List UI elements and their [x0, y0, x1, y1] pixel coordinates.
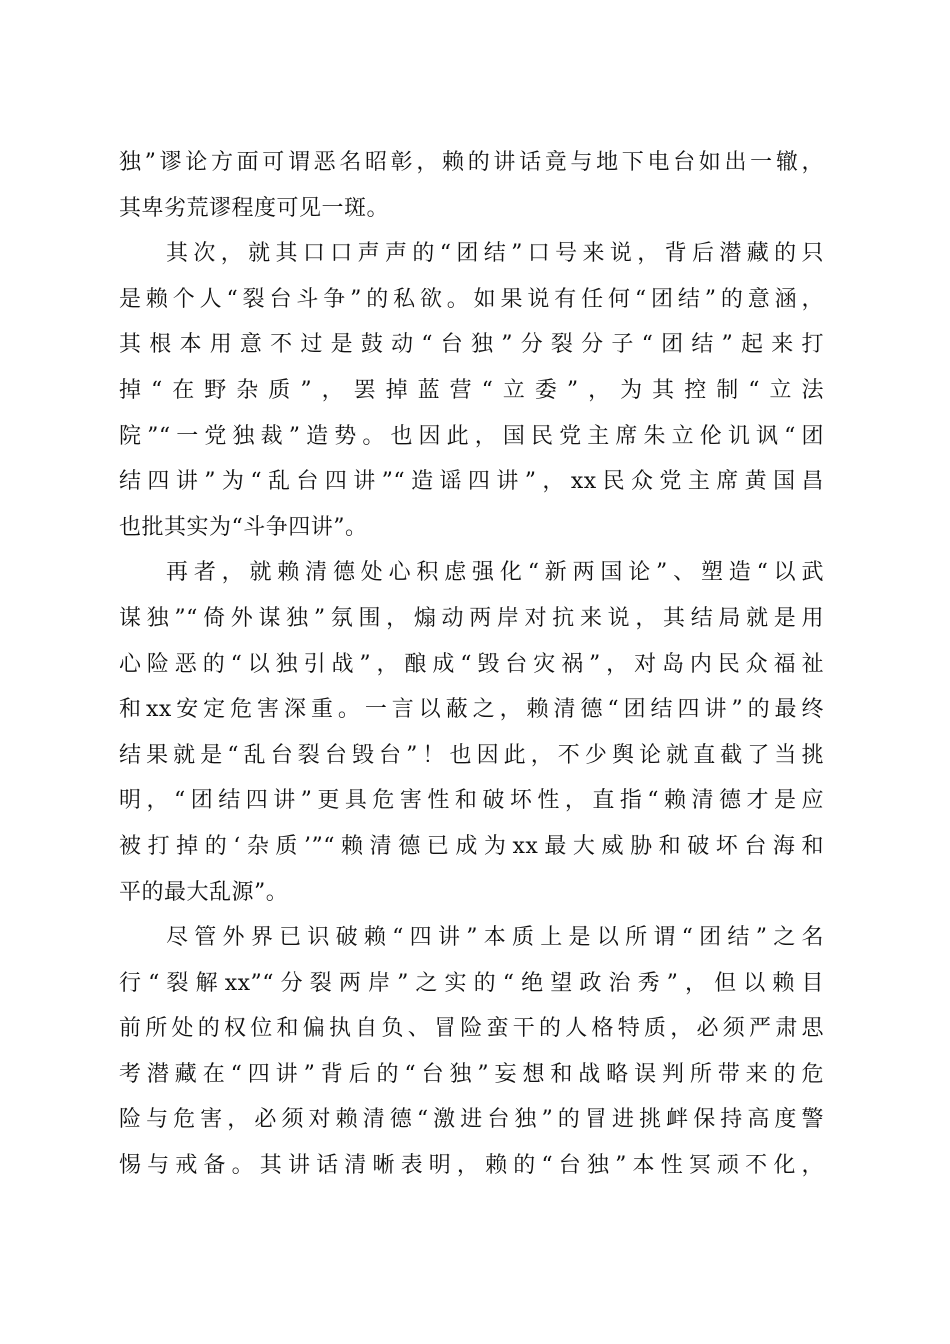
- paragraph-first-line: 其次，就其口口声声的“团结”口号来说，背后潜藏的只: [166, 241, 824, 267]
- text-line: 其根本用意不过是鼓动“台独”分裂分子“团结”起来打: [119, 332, 824, 358]
- text-line: 是赖个人“裂台斗争”的私欲。如果说有任何“团结”的意涵，: [119, 286, 824, 312]
- text-line: 院”“一党独裁”造势。也因此，国民党主席朱立伦讥讽“团: [119, 423, 824, 449]
- text-line: 平的最大乱源”。: [119, 879, 289, 905]
- text-line: 结果就是“乱台裂台毁台”！也因此，不少舆论就直截了当挑: [119, 742, 824, 768]
- text-line: 惕与戒备。其讲话清晰表明，赖的“台独”本性冥顽不化，: [119, 1153, 824, 1179]
- paragraph-first-line: 尽管外界已识破赖“四讲”本质上是以所谓“团结”之名: [166, 925, 824, 951]
- text-line: 其卑劣荒谬程度可见一斑。: [119, 195, 390, 221]
- text-line: 前所处的权位和偏执自负、冒险蛮干的人格特质，必须严肃思: [119, 1016, 824, 1042]
- text-line: 明，“团结四讲”更具危害性和破坏性，直指“赖清德才是应: [119, 788, 824, 814]
- text-line: 和xx安定危害深重。一言以蔽之，赖清德“团结四讲”的最终: [119, 697, 824, 723]
- text-line: 谋独”“倚外谋独”氛围，煽动两岸对抗来说，其结局就是用: [119, 605, 824, 631]
- text-line: 行“裂解xx”“分裂两岸”之实的“绝望政治秀”，但以赖目: [119, 970, 824, 996]
- paragraph-first-line: 再者，就赖清德处心积虑强化“新两国论”、塑造“以武: [166, 560, 824, 586]
- text-line: 独”谬论方面可谓恶名昭彰，赖的讲话竟与地下电台如出一辙，: [119, 150, 824, 175]
- text-line: 也批其实为“斗争四讲”。: [119, 514, 368, 540]
- text-line: 险与危害，必须对赖清德“激进台独”的冒进挑衅保持高度警: [119, 1107, 824, 1133]
- body-text: [119, 140, 824, 1189]
- text-line: 被打掉的‘杂质’”“赖清德已成为xx最大威胁和破坏台海和: [119, 833, 824, 859]
- text-line: 心险恶的“以独引战”，酿成“毁台灾祸”，对岛内民众福祉: [119, 651, 824, 677]
- text-line: 掉“在野杂质”，罢掉蓝营“立委”，为其控制“立法: [119, 377, 824, 403]
- text-line: 结四讲”为“乱台四讲”“造谣四讲”，xx民众党主席黄国昌: [119, 469, 824, 495]
- text-line: 考潜藏在“四讲”背后的“台独”妄想和战略误判所带来的危: [119, 1061, 824, 1087]
